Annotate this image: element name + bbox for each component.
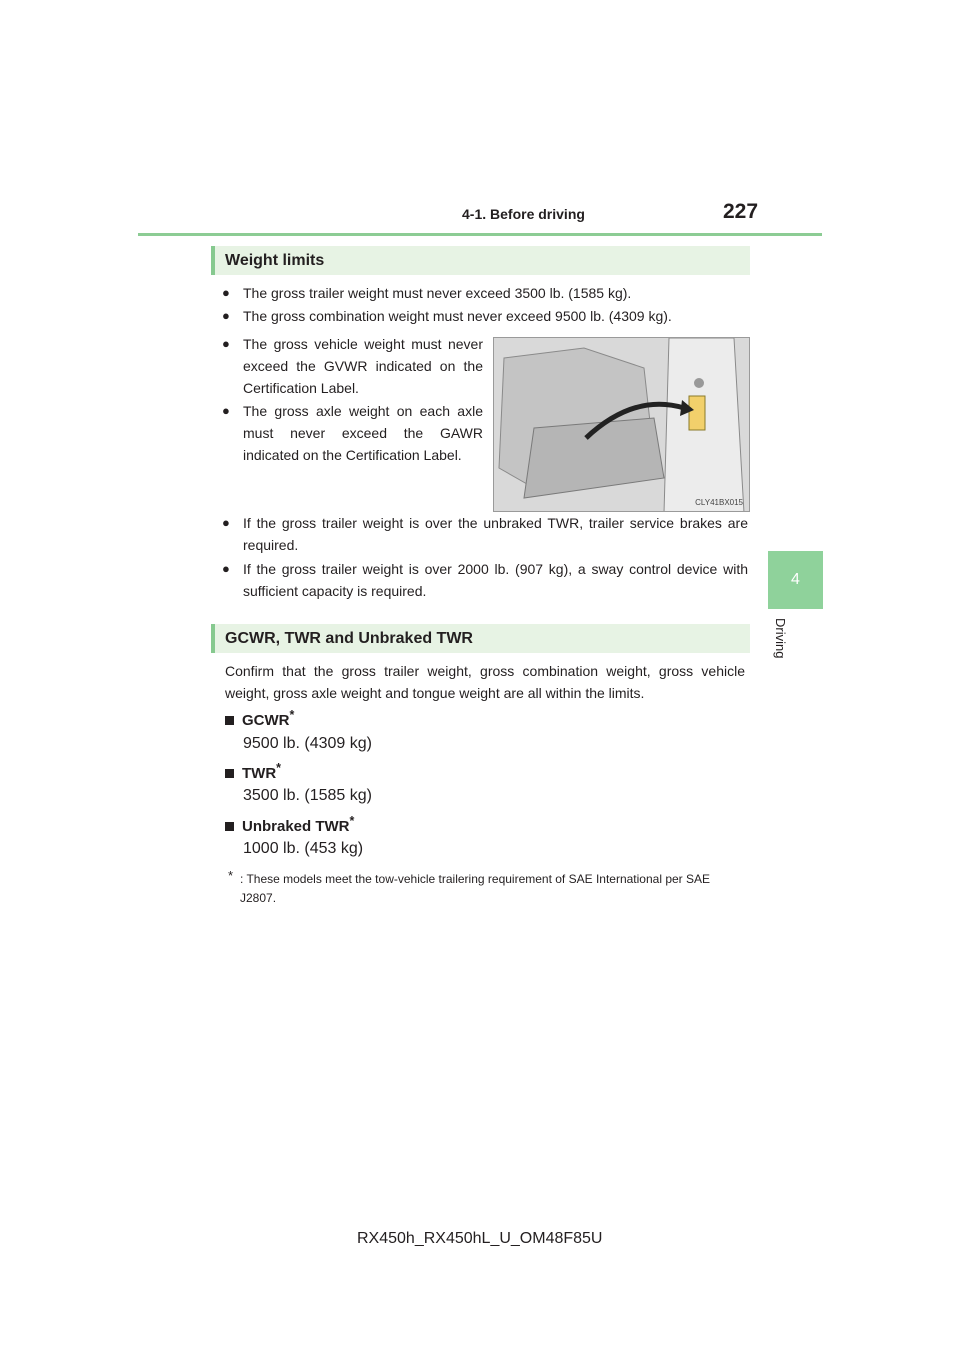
bullet-icon: ●: [222, 336, 230, 351]
chapter-label-text: Driving: [773, 618, 788, 659]
spec-heading-unbraked-twr: Unbraked TWR*: [225, 814, 354, 835]
bullet-icon: ●: [222, 515, 230, 530]
square-bullet-icon: [225, 769, 234, 778]
page-number: 227: [723, 200, 759, 223]
bullet-text: The gross trailer weight must never exceed 3500 lb. (1585 kg).: [243, 285, 632, 301]
header-divider: [138, 233, 822, 236]
seat-door-illustration: [494, 338, 750, 512]
certification-label-photo: [493, 337, 750, 512]
bullet-text: The gross vehicle weight must never exceed the GVWR indicated on the Certification Label.: [243, 336, 483, 396]
spec-value-twr: 3500 lb. (1585 kg): [243, 787, 372, 804]
footer-model-code: RX450h_RX450hL_U_OM48F85U: [357, 1230, 603, 1247]
photo-code: CLY41BX015: [695, 498, 743, 507]
footnote: : These models meet the tow-vehicle trailering requirement of SAE International per SAE J2807.: [240, 872, 711, 905]
bullet-icon: ●: [222, 403, 230, 418]
bullet-text: If the gross trailer weight is over the unbraked TWR, trailer service brakes are required.: [243, 515, 748, 553]
spec-value-unbraked-twr: 1000 lb. (453 kg): [243, 840, 364, 857]
bullet-icon: ●: [222, 561, 230, 576]
intro-paragraph: Confirm that the gross trailer weight, gross combination weight, gross vehicle weight, gross axle weight and tongue weight are all within the limits.: [225, 663, 745, 701]
chapter-label: [772, 618, 788, 678]
bullet-icon: ●: [222, 308, 230, 323]
bullet-icon: ●: [222, 285, 230, 300]
chapter-tab: [768, 551, 823, 609]
spec-heading-gcwr: GCWR*: [225, 708, 294, 729]
header-section-title: 4-1. Before driving: [462, 206, 585, 222]
square-bullet-icon: [225, 822, 234, 831]
bullet-text: The gross combination weight must never exceed 9500 lb. (4309 kg).: [243, 308, 672, 324]
gcwr-heading: GCWR, TWR and Unbraked TWR: [211, 624, 750, 653]
footnote-mark: *: [228, 868, 234, 883]
spec-value-gcwr: 9500 lb. (4309 kg): [243, 735, 372, 752]
spec-heading-twr: TWR*: [225, 761, 281, 782]
square-bullet-icon: [225, 716, 234, 725]
chapter-number: 4: [791, 571, 800, 588]
weight-limits-heading: Weight limits: [211, 246, 750, 275]
bullet-text: If the gross trailer weight is over 2000 lb. (907 kg), a sway control device with sufficient capacity is required.: [243, 561, 748, 599]
bullet-text: The gross axle weight on each axle must never exceed the GAWR indicated on the Certification Label.: [243, 403, 483, 463]
